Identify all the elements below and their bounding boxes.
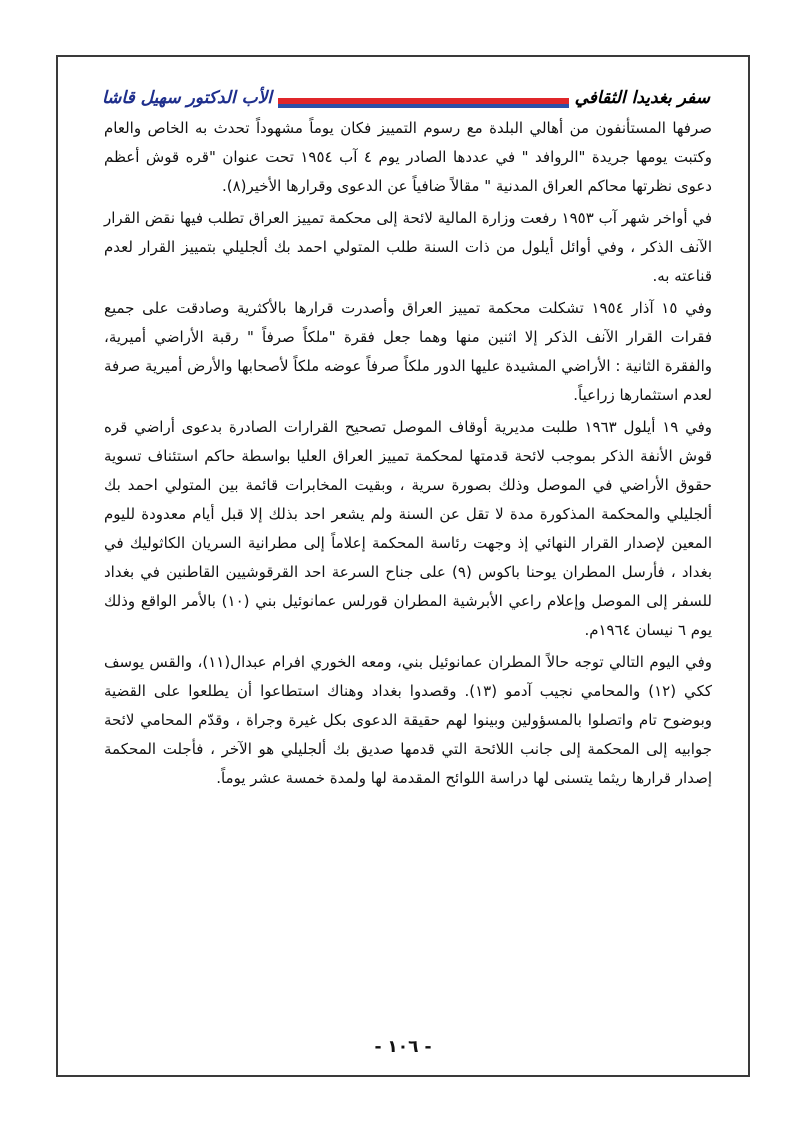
header-author: الأب الدكتور سهيل قاشا [96,86,278,110]
body-text [104,114,712,796]
paragraph: وفي ١٩ أيلول ١٩٦٣ طلبت مديرية أوقاف الموصل تصحيح القرارات الصادرة بدعوى أراضي قره قوش الأنفة الذكر بموجب لائحة قدمتها لمحكمة تمييز العراق العليا بواسطة حاكم استئناف تسوية حقوق الأراضي في الموصل وذلك بصورة سرية ، وبقيت المخابرات قائمة بين المتولي احمد بك ألجليلي والمحكمة المذكورة مدة لا تقل عن السنة ولم يشعر احد بذلك إلا قبل أيام معدودة لليوم المعين لإصدار القرار النهائي إذ وجهت رئاسة المحكمة إعلاماً إلى مطرانية السريان الكاثوليك في بغداد ، فأرسل المطران يوحنا باكوس (٩) على جناح السرعة احد القرقوشيين القاطنين في بغداد للسفر إلى الموصل وإعلام راعي الأبرشية المطران قورلس عمانوئيل بني (١٠) بالأمر الواقع وذلك يوم ٦ نيسان ١٩٦٤م. [104,418,713,639]
header-book-title: سفر بغديدا الثقافي [569,86,716,110]
running-header [96,86,716,112]
paragraph: وفي اليوم التالي توجه حالاً المطران عمانوئيل بني، ومعه الخوري افرام عبدال(١١)، والقس يوسف ككي (١٢) والمحامي نجيب آدمو (١٣). وقصدوا بغداد وهناك استطاعوا أن يطلعوا على القضية وبوضوح تام واتصلوا بالمسؤولين وبينوا لهم حقيقة الدعوى بكل غيرة وجراة ، وقدّم المحامي لائحة جوابيه إلى المحكمة إلى جانب اللائحة التي قدمها صديق بك ألجليلي هو الآخر ، فأجلت المحكمة إصدار قرارها ريثما يتسنى لها دراسة اللوائح المقدمة لها ولمدة خمسة عشر يوماً. [104,653,712,787]
paragraph: في أواخر شهر آب ١٩٥٣ رفعت وزارة المالية لائحة إلى محكمة تمييز العراق تطلب فيها نقض القرار الآنف الذكر ، وفي أوائل أيلول من ذات السنة طلب المتولي احمد بك ألجليلي بتمييز القرار لعدم قناعته به. [104,209,713,285]
page-number: - ١٠٦ - [374,1037,432,1057]
paragraph: صرفها المستأنفون من أهالي البلدة مع رسوم التمييز فكان يوماً مشهوداً تحدث به الخاص والعام وكتبت يومها جريدة "الروافد " في عددها الصادر يوم ٤ آب ١٩٥٤ تحت عنوان "قره قوش أعظم دعوى نظرتها محاكم العراق المدنية " مقالاً ضافياً عن الدعوى وقرارها الأخير(٨). [104,119,712,195]
paragraph: وفي ١٥ آذار ١٩٥٤ تشكلت محكمة تمييز العراق وأصدرت قرارها بالأكثرية وصادقت على جميع فقرات القرار الآنف الذكر إلا اثنين منها وهما جعل فقرة "ملكاً صرفاً " رقبة الأراضي أميرية، والفقرة الثانية : الأراضي المشيدة عليها الدور ملكاً صرفاً عوضه ملكاً لأصحابها والأرض أميرية صرفة لعدم استثمارها زراعياً. [104,299,712,404]
